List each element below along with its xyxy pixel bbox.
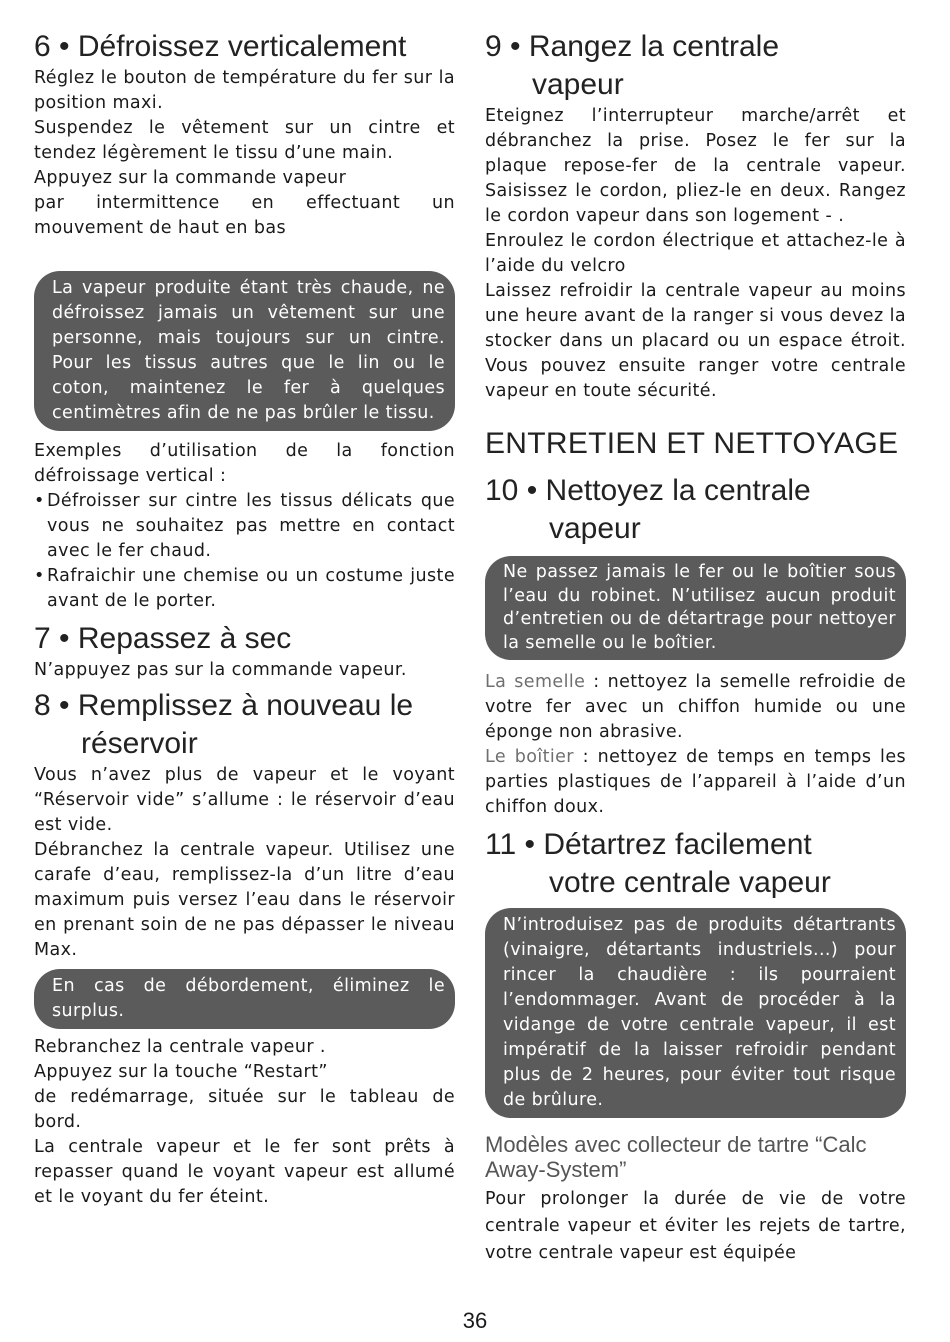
- step-6-warning-box: La vapeur produite étant très chaude, ne défroissez jamais un vêtement sur une personne, mais toujours sur un cintre. Pour les tissus autres que le lin ou le coton, maintenez le fer à quelques centimètres afin de ne pas brûler le tissu.: [34, 271, 455, 431]
- step-11-title-line-2: votre centrale vapeur: [549, 866, 831, 899]
- semelle-label: La semelle: [485, 672, 586, 692]
- step-10-title: [485, 472, 906, 548]
- examples-intro: Exemples d’utilisation de la fonction défroissage vertical :: [34, 441, 455, 486]
- step-11-warning-box: N’introduisez pas de produits détartrants (vinaigre, détartants industriels...) pour rincer la chaudière : ils pourraient l’endommager. Avant de procéder à la vidange de votre centrale vapeur, il est impératif de la laisser refroidir pendant plus de 2 heures, pour éviter tout risque de brûlure.: [485, 908, 906, 1118]
- calc-away-paragraph: Pour prolonger la durée de vie de votre centrale vapeur et éviter les rejets de tartre, votre centrale vapeur est équipée: [485, 1189, 906, 1263]
- section-title: ENTRETIEN ET NETTOYAGE: [485, 427, 899, 460]
- step-6-paragraph-2: Suspendez le vêtement sur un cintre et tendez légèrement le tissu d’une main.: [34, 118, 455, 163]
- step-6-paragraph-3: Appuyez sur la commande vapeur: [34, 168, 347, 188]
- step-7-title: 7 • Repassez à sec: [34, 622, 292, 655]
- semelle-text: : nettoyez la semelle refroidie de votre fer avec un chiffon humide ou une éponge non abrasive.: [485, 672, 906, 742]
- step-8-paragraph-6: La centrale vapeur et le fer sont prêts à repasser quand le voyant vapeur est allumé et le voyant du fer éteint.: [34, 1137, 455, 1207]
- step-6-paragraph-1: Réglez le bouton de température du fer sur la position maxi.: [34, 68, 455, 113]
- boitier-paragraph: [485, 745, 906, 820]
- step-9-title-line-1: 9 • Rangez la centrale: [485, 30, 780, 63]
- step-8-paragraph-1: Vous n’avez plus de vapeur et le voyant “Réservoir vide” s’allume : le réservoir d’eau est vide.: [34, 765, 455, 835]
- right-column: [485, 28, 906, 1267]
- calc-away-subtitle: Modèles avec collecteur de tartre “Calc Away-System”: [485, 1132, 867, 1182]
- list-item: • Rafraichir une chemise ou un costume juste avant de le porter.: [34, 564, 455, 614]
- left-column: [34, 28, 455, 1210]
- step-9-paragraph-3: Laissez refroidir la centrale vapeur au moins une heure avant de la ranger si vous devez la stocker dans un placard ou un espace étroit. Vous pouvez ensuite ranger votre centrale vapeur en toute sécurité.: [485, 281, 906, 401]
- step-8-paragraph-4: Appuyez sur la touche “Restart”: [34, 1062, 328, 1082]
- boitier-label: Le boîtier: [485, 747, 574, 767]
- step-6-title: 6 • Défroissez verticalement: [34, 30, 407, 63]
- step-11-title: [485, 826, 906, 902]
- step-8-paragraph-3: Rebranchez la centrale vapeur .: [34, 1037, 326, 1057]
- step-6-paragraph-4: par intermittence en effectuant un mouvement de haut en bas: [34, 193, 455, 238]
- list-item: • Défroisser sur cintre les tissus délicats que vous ne souhaitez pas mettre en contact avec le fer chaud.: [34, 489, 455, 564]
- boitier-text: : nettoyez de temps en temps les parties plastiques de l’appareil à l’aide d’un chiffon doux.: [485, 747, 906, 817]
- page-number: 36: [462, 1308, 488, 1333]
- step-10-title-line-2: vapeur: [549, 512, 641, 545]
- step-10-title-line-1: 10 • Nettoyez la centrale: [485, 474, 811, 507]
- step-10-warning-box: Ne passez jamais le fer ou le boîtier sous l’eau du robinet. N’utilisez aucun produit d’entretien ou de détartrage pour nettoyer la semelle ou le boîtier.: [485, 556, 906, 660]
- step-8-paragraph-2: Débranchez la centrale vapeur. Utilisez une carafe d’eau, remplissez-la d’un litre d’eau maximum puis versez l’eau dans le réservoir en prenant soin de ne pas dépasser le niveau Max.: [34, 840, 455, 960]
- examples-list: [34, 489, 455, 614]
- step-9-title: [485, 28, 906, 104]
- step-8-title: [34, 687, 455, 763]
- step-8-warning-box: En cas de débordement, éliminez le surplus.: [34, 969, 455, 1029]
- step-11-title-line-1: 11 • Détartrez facilement: [485, 828, 812, 861]
- step-8-paragraph-5: de redémarrage, située sur le tableau de bord.: [34, 1087, 455, 1132]
- step-8-title-line-2: réservoir: [81, 727, 198, 760]
- step-7-paragraph: N’appuyez pas sur la commande vapeur.: [34, 660, 407, 680]
- semelle-paragraph: [485, 670, 906, 745]
- step-9-paragraph-2: Enroulez le cordon électrique et attachez-le à l’aide du velcro: [485, 231, 906, 276]
- step-9-title-line-2: vapeur: [532, 68, 624, 101]
- step-9-paragraph-1: Eteignez l’interrupteur marche/arrêt et débranchez la prise. Posez le fer sur la plaque repose-fer de la centrale vapeur. Saisissez le cordon, pliez-le en deux. Rangez le cordon vapeur dans son logement - .: [485, 106, 906, 226]
- step-8-title-line-1: 8 • Remplissez à nouveau le: [34, 689, 414, 722]
